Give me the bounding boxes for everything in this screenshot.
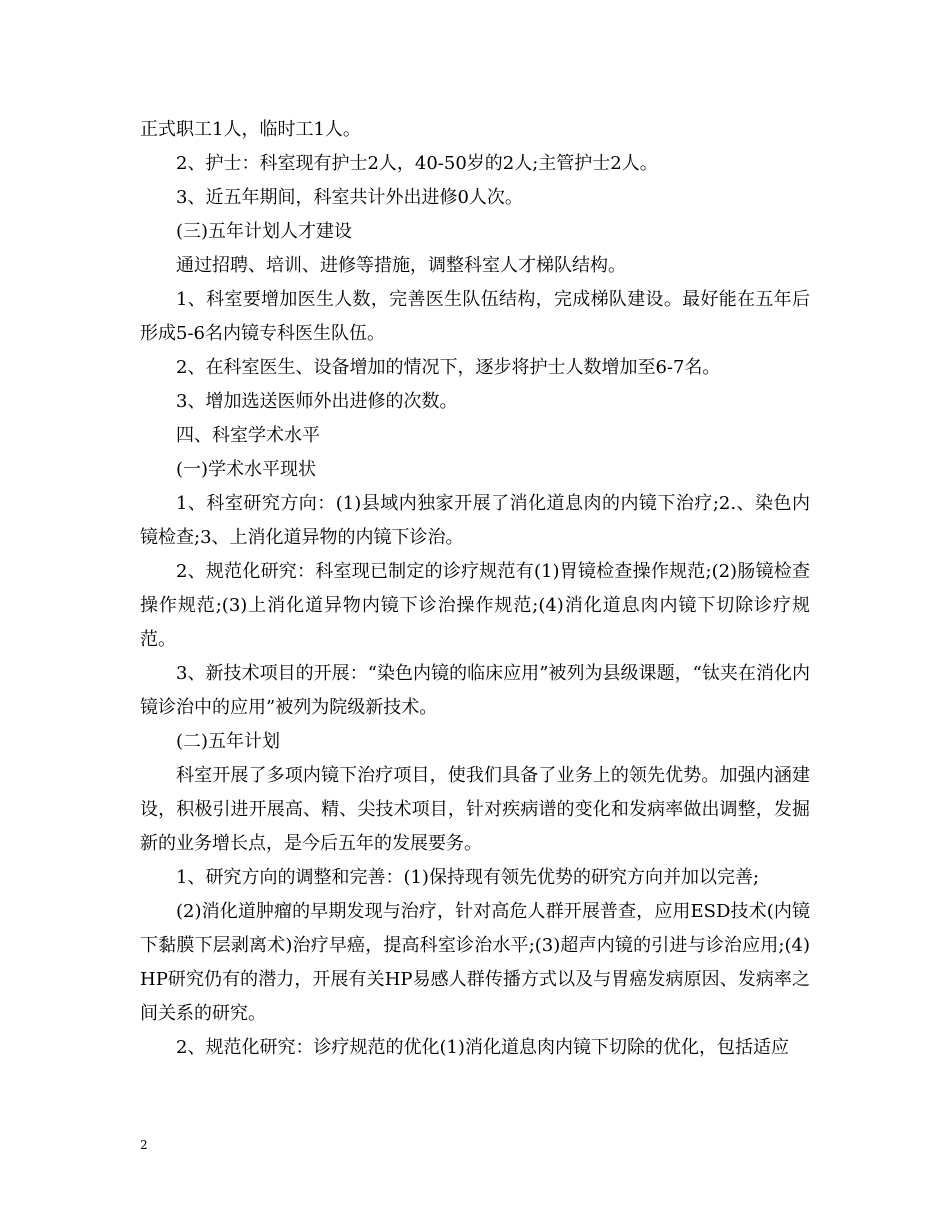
paragraph: 1、科室要增加医生人数，完善医生队伍结构，完成梯队建设。最好能在五年后形成5-6名内镜专科医生队伍。	[140, 289, 810, 344]
paragraph: 2、护士：科室现有护士2人，40-50岁的2人;主管护士2人。	[176, 153, 658, 174]
paragraph: 2、规范化研究：诊疗规范的优化(1)消化道息肉内镜下切除的优化，包括适应	[176, 1037, 789, 1058]
paragraph: 1、研究方向的调整和完善：(1)保持现有领先优势的研究方向并加以完善;	[176, 867, 760, 888]
paragraph: 2、在科室医生、设备增加的情况下，逐步将护士人数增加至6-7名。	[176, 357, 721, 378]
section-heading: (一)学术水平现状	[176, 459, 317, 480]
document-body	[140, 113, 810, 1065]
section-heading: (二)五年计划	[176, 731, 281, 752]
paragraph: 3、近五年期间，科室共计外出进修0人次。	[176, 187, 523, 208]
section-heading: (三)五年计划人才建设	[176, 221, 353, 242]
paragraph: 通过招聘、培训、进修等措施，调整科室人才梯队结构。	[176, 255, 626, 276]
paragraph: 1、科室研究方向：(1)县域内独家开展了消化道息肉的内镜下治疗;2.、染色内镜检查;3、上消化道异物的内镜下诊治。	[140, 493, 810, 548]
section-heading: 四、科室学术水平	[176, 425, 320, 446]
paragraph: 科室开展了多项内镜下治疗项目，使我们具备了业务上的领先优势。加强内涵建设，积极引进开展高、精、尖技术项目，针对疾病谱的变化和发病率做出调整，发掘新的业务增长点，是今后五年的发展要务。	[140, 765, 810, 854]
paragraph: 正式职工1人，临时工1人。	[140, 119, 361, 140]
paragraph: (2)消化道肿瘤的早期发现与治疗，针对高危人群开展普查，应用ESD技术(内镜下黏膜下层剥离术)治疗早癌，提高科室诊治水平;(3)超声内镜的引进与诊治应用;(4)HP研究仍有的潜力，开展有关HP易感人群传播方式以及与胃癌发病原因、发病率之间关系的研究。	[140, 901, 810, 1024]
page-number: 2	[140, 1138, 148, 1152]
paragraph: 3、增加选送医师外出进修的次数。	[176, 391, 458, 412]
paragraph: 3、新技术项目的开展：“染色内镜的临床应用”被列为县级课题，“钛夹在消化内镜诊治中的应用”被列为院级新技术。	[140, 663, 810, 718]
paragraph: 2、规范化研究：科室现已制定的诊疗规范有(1)胃镜检查操作规范;(2)肠镜检查操作规范;(3)上消化道异物内镜下诊治操作规范;(4)消化道息肉内镜下切除诊疗规范。	[140, 561, 810, 650]
